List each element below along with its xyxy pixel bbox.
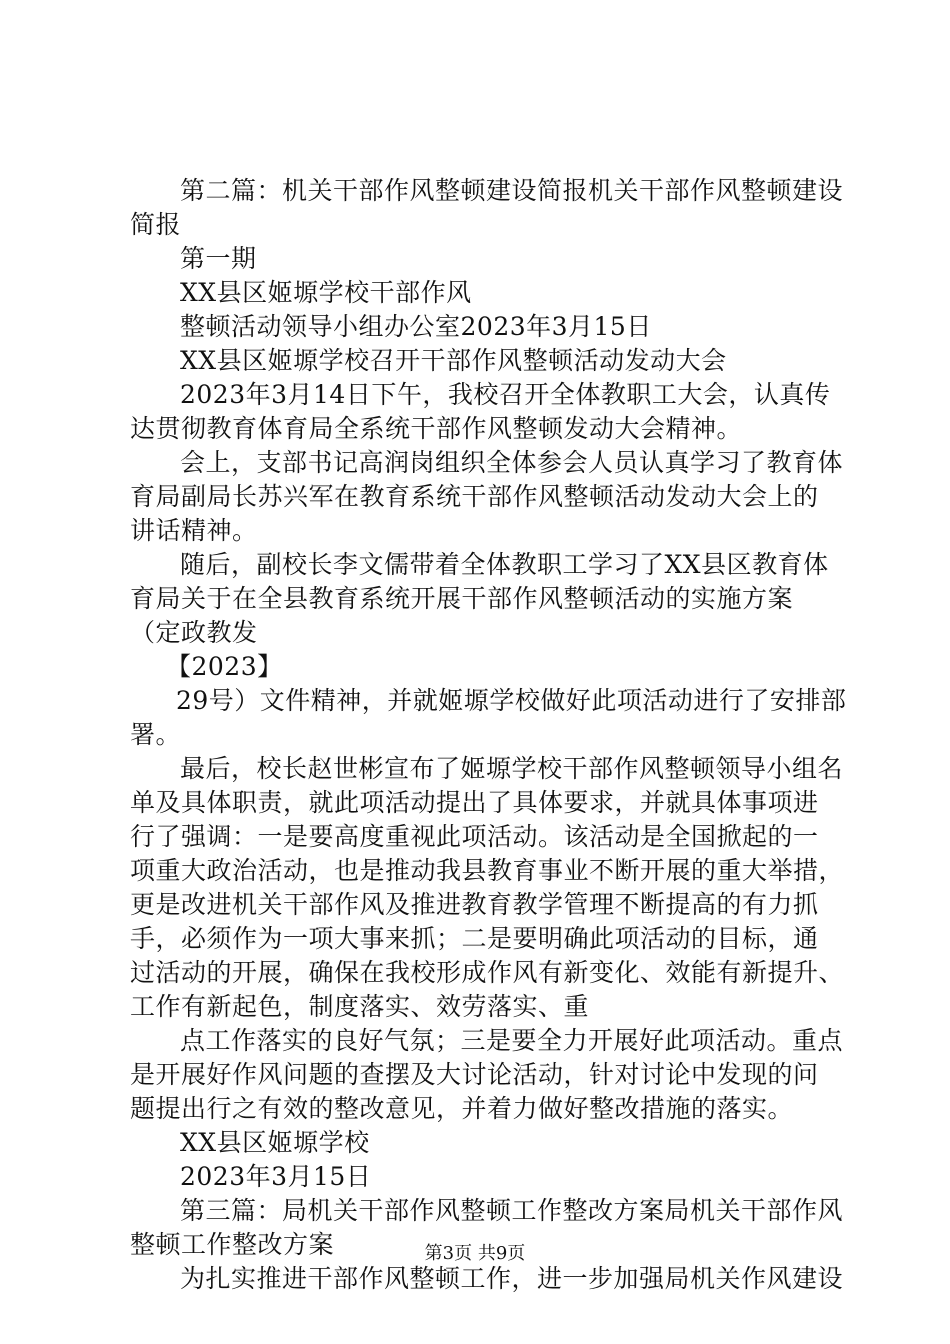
paragraph-line: 行了强调：一是要高度重视此项活动。该活动是全国掀起的一 [130,822,819,851]
heading-part-three-cont: 整顿工作整改方案 [130,1230,335,1259]
document-year-bracket: 【2023】 [166,652,283,681]
paragraph-line: 署。 [130,720,182,749]
paragraph-line: 单及具体职责，就此项活动提出了具体要求，并就具体事项进 [130,788,819,817]
paragraph-line: 会上，支部书记高润岗组织全体参会人员认真学习了教育体 [180,448,844,477]
paragraph-line: 更是改进机关干部作风及推进教育教学管理不断提高的有力抓 [130,890,819,919]
heading-part-two: 第二篇：机关干部作风整顿建设简报机关干部作风整顿建设 [180,176,844,205]
paragraph-line: 为扎实推进干部作风整顿工作，进一步加强局机关作风建设 [180,1264,844,1293]
paragraph-line: 最后，校长赵世彬宣布了姬塬学校干部作风整顿领导小组名 [180,754,844,783]
page-number: 第3页 共9页 [424,1243,526,1264]
paragraph-line: 题提出行之有效的整改意见，并着力做好整改措施的落实。 [130,1094,794,1123]
paragraph-line: 育局关于在全县教育系统开展干部作风整顿活动的实施方案 [130,584,794,613]
paragraph-line: 育局副局长苏兴军在教育系统干部作风整顿活动发动大会上的 [130,482,819,511]
document-body [130,174,845,1296]
paragraph-line: 是开展好作风问题的查摆及大讨论活动，针对讨论中发现的问 [130,1060,819,1089]
heading-part-three: 第三篇：局机关干部作风整顿工作整改方案局机关干部作风 [180,1196,844,1225]
paragraph-line: 达贯彻教育体育局全系统干部作风整顿发动大会精神。 [130,414,743,443]
paragraph-line: 项重大政治活动，也是推动我县教育事业不断开展的重大举措， [130,856,845,885]
paragraph-line: 2023年3月14日下午，我校召开全体教职工大会，认真传 [180,380,831,409]
publisher-line-1: XX县区姬塬学校干部作风 [180,278,472,307]
paragraph-line: 点工作落实的良好气氛；三是要全力开展好此项活动。重点 [180,1026,844,1055]
signature-school: XX县区姬塬学校 [180,1128,370,1157]
paragraph-line: 29号）文件精神，并就姬塬学校做好此项活动进行了安排部 [176,686,847,715]
article-title: XX县区姬塬学校召开干部作风整顿活动发动大会 [180,346,727,375]
paragraph-line: 手，必须作为一项大事来抓；二是要明确此项活动的目标，通 [130,924,819,953]
issue-number: 第一期 [180,244,257,273]
paragraph-line: 过活动的开展，确保在我校形成作风有新变化、效能有新提升、 [130,958,845,987]
publisher-line-2: 整顿活动领导小组办公室2023年3月15日 [180,312,652,341]
paragraph-line: 工作有新起色，制度落实、效劳落实、重 [130,992,590,1021]
paragraph-line: 讲话精神。 [130,516,258,545]
signature-date: 2023年3月15日 [180,1162,372,1191]
heading-part-two-cont: 简报 [130,210,182,239]
paragraph-line: 随后，副校长李文儒带着全体教职工学习了XX县区教育体 [180,550,829,579]
paragraph-line: （定政教发 [130,618,258,647]
